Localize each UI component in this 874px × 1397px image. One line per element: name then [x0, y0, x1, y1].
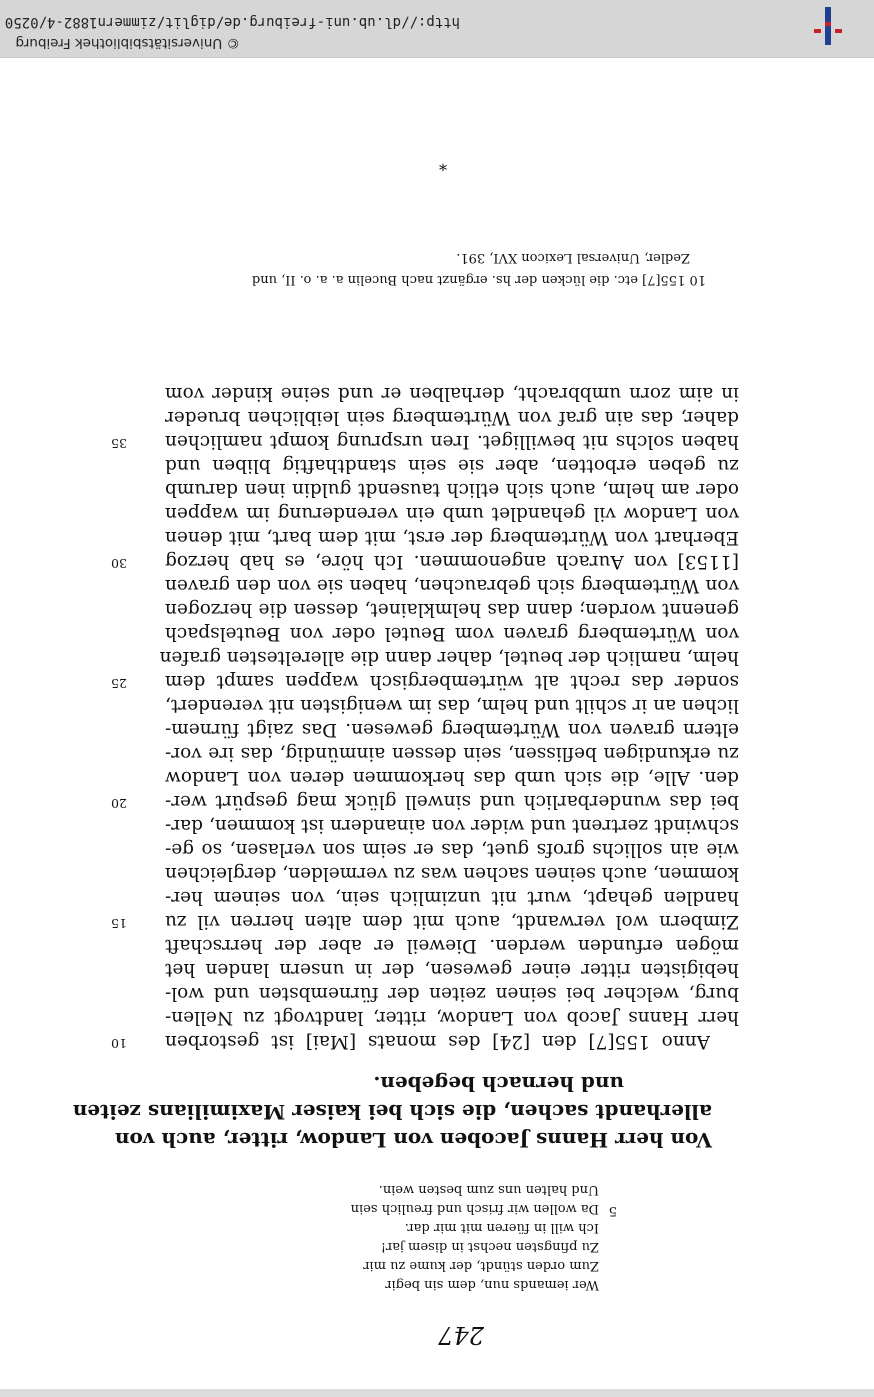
body-text-line: schwindt zertrent und wider von ainandern ist kommen, dar- — [165, 815, 739, 836]
body-text-line: zu erkundigen beflissen, sein dessen ainmündig, das ire vor- — [165, 743, 739, 764]
body-text-line: Anno 155[7] den [24] des monats [Mai] ist gestorben — [165, 1031, 710, 1052]
verse-line: Ich will in füeren mit mir dar. — [404, 1220, 599, 1235]
body-text-line: herr Hanns Jacob von Landow, ritter, landtvogt zu Nellen- — [165, 1007, 739, 1028]
copyright-text: © Universitätsbibliothek Freiburg — [15, 35, 240, 51]
body-text-line: burg, welcher bei seinen zeiten der fürnembsten und wol- — [165, 983, 739, 1004]
body-text-line: haben solchs nit bewilliget. Iren ursprung kompt namlichen — [165, 431, 739, 452]
body-text-line: von Würtemberg sich gebrauchen, haben sie von den graven — [165, 575, 739, 596]
body-text-line: oder am helm, auch sich etlich tausendt guldin inen darumb — [165, 479, 739, 500]
verse-line-number: 5 — [608, 1203, 617, 1218]
university-library-logo-icon — [808, 5, 848, 49]
verse-line: Wer iemands nun, dem sin begir — [385, 1277, 599, 1292]
body-text-line: lichen an ir schilt und helm, das im wenigisten nit verendert, — [165, 695, 739, 716]
body-text-line: mögen erfunden werden. Dieweil er aber der herrschaft — [165, 935, 739, 956]
line-number: 10 — [111, 1036, 127, 1051]
section-heading-line: Von herr Hanns Jacoben von Landow, ritter, auch von — [114, 1128, 712, 1152]
section-heading-line: allerhandt sachen, die sich bei kaiser Maximilians zeiten — [72, 1100, 712, 1124]
body-text-line: eltern graven von Würtemberg gewesen. Das zaigt fürnem- — [165, 719, 739, 740]
line-number: 25 — [111, 676, 127, 691]
verse-line: Und halten uns zum besten wein. — [378, 1182, 599, 1197]
line-number: 20 — [111, 796, 127, 811]
line-number: 35 — [111, 436, 127, 451]
footnote-separator-asterisk: * — [439, 155, 447, 174]
page-number: 247 — [438, 1321, 484, 1349]
body-text-line: daher, das ain graf von Würtemberg sein leiblichen brueder — [165, 407, 739, 428]
verse-line: Zum orden stündt, der kume zu mir — [363, 1258, 599, 1273]
body-text-line: kommen, auch seinen sachen was zu vermelden, dergleichen — [164, 863, 739, 884]
body-text-line: genennt worden; dann das helmklainet, dessen die herzogen — [165, 599, 739, 620]
body-text-line: [1153] von Aurach angenommen. Ich höre, es hab herzog — [165, 551, 739, 572]
body-text-line: von Landow vil gehandlet umb ein verenderung im wappen — [165, 503, 739, 524]
body-text-line: hebigisten ritter einer gewesen, der in unsern landen het — [165, 959, 739, 980]
body-text-line: den. Alle, die sich umb das herkommen deren von Landow — [165, 767, 739, 788]
body-text-line: in aim zorn umbbracht, derhalben er und seine kinder vom — [165, 383, 739, 404]
scanned-page — [0, 57, 874, 1389]
body-text-line: Eberhart von Würtemberg der erst, mit dem bart, mit denen — [165, 527, 739, 548]
body-text-line: wie ain sollichs grofs guet, das er seim son verlasen, so ge- — [165, 839, 739, 860]
footnote-line: 10 155[7] etc. die lücken der hs. ergänzt nach Bucelin a. a. o. II, und — [251, 272, 706, 287]
body-text-line: sonder das recht alt würtembergisch wappen sampt dem — [165, 671, 739, 692]
body-text-line: handlen gehapt, wurt nit unzimlich sein, von seinem her- — [165, 887, 739, 908]
body-text-line: Zimbern wol verwandt, auch mit dem alten herren vil zu — [165, 911, 739, 932]
line-number: 30 — [111, 556, 127, 571]
body-text-line: bei das wunderbarlich und sinwell glück mag gespürt wer- — [165, 791, 739, 812]
section-heading-line: und hernach begeben. — [373, 1072, 624, 1096]
viewer-bottom-edge — [0, 1389, 874, 1397]
line-number: 15 — [111, 916, 127, 931]
permalink-url[interactable]: http://dl.ub.uni-freiburg.de/diglit/zimmern1882-4/0250 — [4, 14, 460, 30]
header-content — [0, 0, 874, 57]
verse-line: Zu pfingsten nechst in disem jar! — [380, 1239, 599, 1254]
viewer-header — [0, 0, 874, 58]
body-text-line: zu geben erbotten, aber sie sein standthaftig bliben und — [165, 455, 739, 476]
footnote-line: Zedler, Universal Lexicon XVI, 391. — [456, 250, 690, 265]
body-text-line: von Würtemberg graven vom Beutel oder von Beutelspach — [165, 623, 739, 644]
body-text-line: helm, namlich der beutel, daher dann die allereltesten grafen — [159, 647, 739, 668]
verse-line: Da wollen wir frisch und freulich sein — [350, 1201, 599, 1216]
